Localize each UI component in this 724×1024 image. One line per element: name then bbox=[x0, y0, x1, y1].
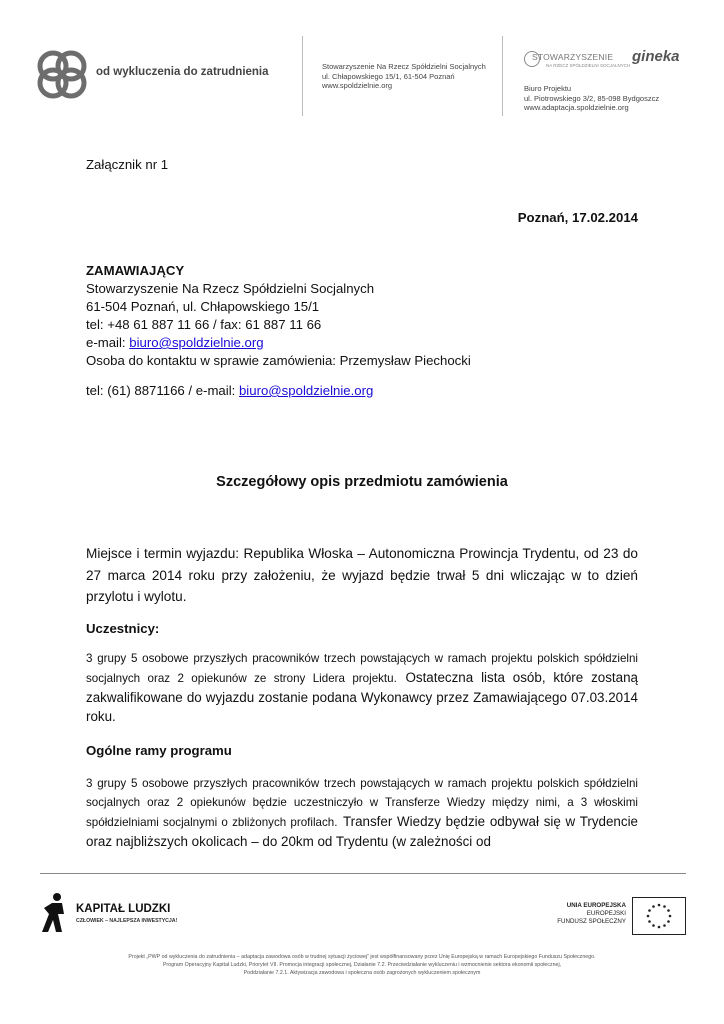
participants-text-small: 3 grupy 5 osobowe przyszłych pracowników trzech powstających w ramach projektu polskich spółdzielni socjalnych oraz 2 opiekunów ze strony Lidera projektu. bbox=[86, 652, 638, 685]
org-website: www.spoldzielnie.org bbox=[322, 81, 393, 90]
gineka-logo: gineka bbox=[632, 48, 680, 65]
participants-paragraph bbox=[86, 649, 638, 726]
project-logo bbox=[36, 48, 88, 100]
participants-text: Ostateczna lista osób, które zostaną zakwalifikowane do wyjazdu zostanie podana Wykonawcy przez Zamawiającego 07.03.2014 roku. bbox=[86, 670, 638, 724]
contractor-address: 61-504 Poznań, ul. Chłapowskiego 15/1 bbox=[86, 299, 320, 314]
contractor-email-line bbox=[86, 334, 638, 352]
office-street: ul. Piotrowskiego 3/2, 85-098 Bydgoszcz bbox=[524, 93, 660, 103]
org-address-block bbox=[322, 62, 486, 91]
program-text-small: 3 grupy 5 osobowe przyszłych pracowników trzech powstających w ramach projektu polskich spółdzielni socjalnych oraz 2 opiekunów będzie uczestniczyło w Transferze Wiedzy między nimi, a 3 włoskimi spółdzielniami socjalnymi o zbliżonych profilach. bbox=[86, 777, 638, 829]
footer-divider bbox=[40, 873, 686, 874]
org-name: Stowarzyszenie Na Rzecz Spółdzielni Socjalnych bbox=[322, 62, 486, 71]
partner-logo bbox=[524, 50, 631, 72]
email-label: e-mail: bbox=[86, 335, 130, 350]
eu-flag bbox=[632, 897, 686, 935]
footer-note-3: Poddziałanie 7.2.1. Aktywizacja zawodowa i społeczna osób zagrożonych wykluczeniem społecznym bbox=[243, 970, 481, 976]
org-street: ul. Chłapowskiego 15/1, 61-504 Poznań bbox=[322, 71, 455, 81]
kapital-ludzki-title: KAPITAŁ LUDZKI bbox=[76, 903, 171, 915]
attachment-label: Załącznik nr 1 bbox=[86, 157, 169, 172]
partner-logo-sub: NA RZECZ SPÓŁDZIELNI SOCJALNYCH bbox=[546, 63, 631, 68]
project-logo-text: od wykluczenia do zatrudnienia bbox=[96, 66, 269, 78]
contact-person: Osoba do kontaktu w sprawie zamówienia: Przemysław Piechocki bbox=[86, 353, 471, 368]
eu-name: UNIA EUROPEJSKA bbox=[566, 902, 626, 909]
footer-notes bbox=[0, 953, 724, 977]
trip-paragraph: Miejsce i termin wyjazdu: Republika Włoska – Autonomiczna Prowincja Trydentu, od 23 do 27 marca 2014 roku przy założeniu, że wyjazd będzie trwał 5 dni wliczając w to dzień przylotu i wylotu. bbox=[86, 546, 638, 604]
eu-stars-icon bbox=[633, 898, 685, 934]
footer-note-1: Projekt „PWP od wykluczenia do zatrudnienia – adaptacja zawodowa osób w trudnej sytuacji życiowej” jest współfinansowany przez Unię Europejską w ramach Europejskiego Funduszu Społecznego. bbox=[128, 954, 596, 960]
document-title: Szczegółowy opis przedmiotu zamówienia bbox=[216, 474, 508, 490]
kapital-ludzki-subtitle: CZŁOWIEK – NAJLEPSZA INWESTYCJA! bbox=[76, 918, 178, 924]
program-text: Transfer Wiedzy będzie odbywał się w Trydencie oraz najbliższych okolicach – do 20km od Trydentu (w zależności od bbox=[86, 814, 638, 849]
contractor-heading: ZAMAWIAJĄCY bbox=[86, 263, 185, 278]
email-link[interactable]: biuro@spoldzielnie.org bbox=[129, 335, 264, 350]
rings-logo-icon bbox=[36, 48, 88, 100]
office-website: www.adaptacja.spoldzielnie.org bbox=[524, 103, 629, 112]
place-date: Poznań, 17.02.2014 bbox=[517, 210, 638, 225]
eu-text-block bbox=[540, 902, 626, 926]
contact-phone: tel: (61) 8871166 / e-mail: bbox=[86, 383, 239, 398]
contractor-name: Stowarzyszenie Na Rzecz Spółdzielni Socjalnych bbox=[86, 281, 375, 296]
eu-fund-2: FUNDUSZ SPOŁECZNY bbox=[557, 918, 626, 925]
participants-heading: Uczestnicy: bbox=[86, 621, 160, 636]
contact-line bbox=[86, 382, 373, 400]
kapital-ludzki-figure-icon bbox=[40, 892, 70, 934]
office-label: Biuro Projektu bbox=[524, 84, 572, 93]
kapital-ludzki-logo bbox=[40, 892, 200, 936]
header-divider bbox=[502, 36, 503, 116]
program-paragraph bbox=[86, 774, 638, 851]
footer-note-2: Program Operacyjny Kapitał Ludzki, Priorytet VII. Promocja integracji społecznej, Działanie 7.2. Przeciwdziałanie wykluczeniu i wzmocnienie sektora ekonomii społecznej, bbox=[162, 962, 562, 968]
program-heading: Ogólne ramy programu bbox=[86, 743, 232, 758]
partner-logo-main: STOWARZYSZENIE bbox=[532, 52, 614, 62]
contractor-block bbox=[86, 262, 638, 370]
contractor-phone: tel: +48 61 887 11 66 / fax: 61 887 11 66 bbox=[86, 317, 322, 332]
header-divider bbox=[302, 36, 303, 116]
contact-email-link[interactable]: biuro@spoldzielnie.org bbox=[238, 383, 374, 398]
office-address-block bbox=[524, 84, 659, 113]
eu-fund-1: EUROPEJSKI bbox=[586, 910, 626, 917]
